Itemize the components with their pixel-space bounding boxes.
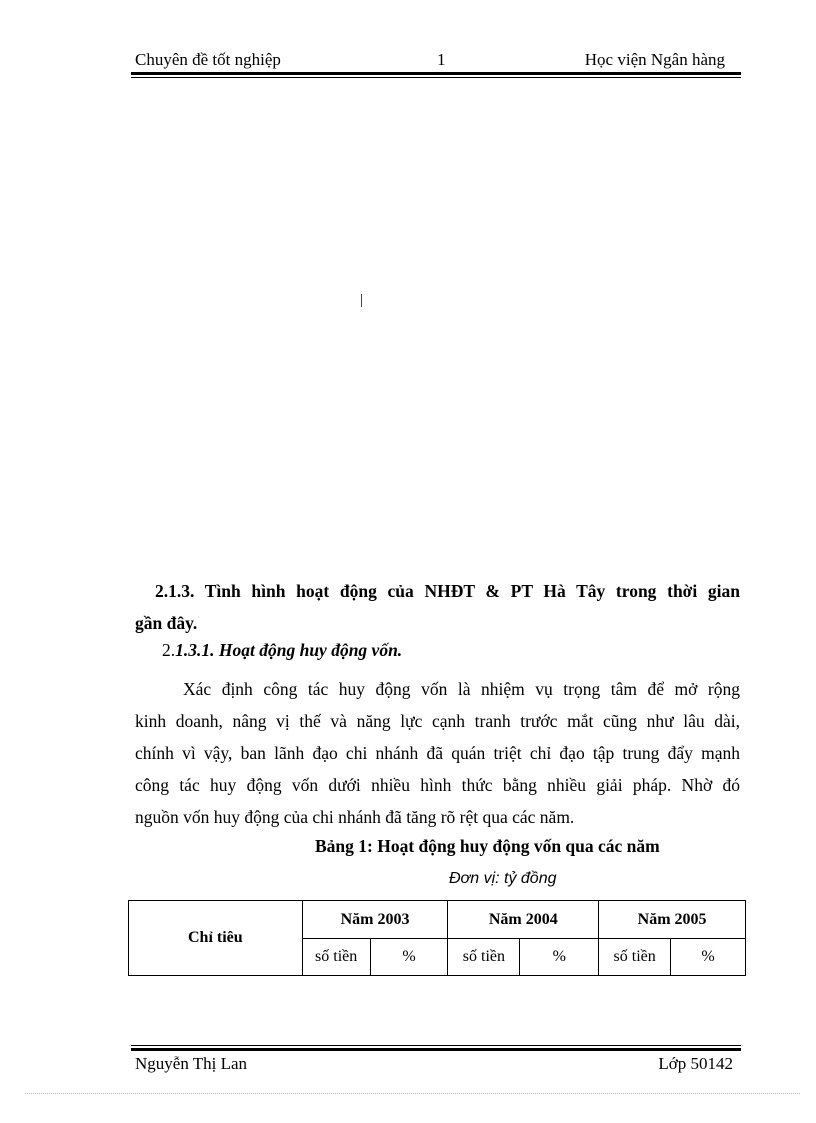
paragraph-line: chính vì vậy, ban lãnh đạo chi nhánh đã quán triệt chỉ đạo tập trung đẩy mạnh [135,743,740,763]
footer-rule [131,1048,741,1051]
page-edge-dots [25,1093,800,1094]
paragraph-line: Xác định công tác huy động vốn là nhiệm vụ trọng tâm để mở rộng [183,679,740,699]
paragraph-line: nguồn vốn huy động của chi nhánh đã tăng rõ rệt qua các năm. [135,807,575,827]
table-unit: Đơn vị: tỷ đồng [449,870,557,887]
section-heading [135,575,740,639]
footer-author: Nguyễn Thị Lan [135,1054,248,1073]
section-heading-line1: 2.1.3. Tình hình hoạt động của NHĐT & PT Hà Tây trong thời gian [155,581,740,601]
table-subheader-percent: % [520,939,599,976]
text-cursor-mark: | [360,292,364,308]
subsection-title: 1.3.1. Hoạt động huy động vốn. [175,640,403,660]
page-number: 1 [437,50,446,69]
data-table [128,900,746,976]
table-subheader-amount: số tiền [302,939,370,976]
table-header-year: Năm 2003 [302,901,448,939]
header-rule-thin [131,77,741,78]
section-heading-line2: gần đây. [135,613,198,633]
table-subheader-percent: % [370,939,448,976]
table-subheader-amount: số tiền [599,939,671,976]
header-title: Chuyên đề tốt nghiệp [135,50,281,69]
paragraph-line: công tác huy động vốn dưới nhiều hình thức bằng nhiều giải pháp. Nhờ đó [135,775,740,795]
subsection-number: 2. [162,640,176,660]
table-caption: Bảng 1: Hoạt động huy động vốn qua các năm [315,836,660,856]
header-institution: Học viện Ngân hàng [584,50,725,69]
subsection-heading [162,640,402,661]
paragraph-line: kinh doanh, nâng vị thế và năng lực cạnh tranh trước mắt cũng như lâu dài, [135,711,740,731]
table-header-criteria: Chỉ tiêu [129,901,303,976]
table-header-year: Năm 2005 [599,901,746,939]
header-rule [131,72,741,75]
footer-rule-thin [131,1045,741,1046]
footer-class: Lớp 50142 [658,1054,733,1073]
table-subheader-amount: số tiền [448,939,520,976]
table-header-year: Năm 2004 [448,901,599,939]
table-subheader-percent: % [671,939,746,976]
page-header [135,48,727,72]
body-paragraph [135,673,740,833]
